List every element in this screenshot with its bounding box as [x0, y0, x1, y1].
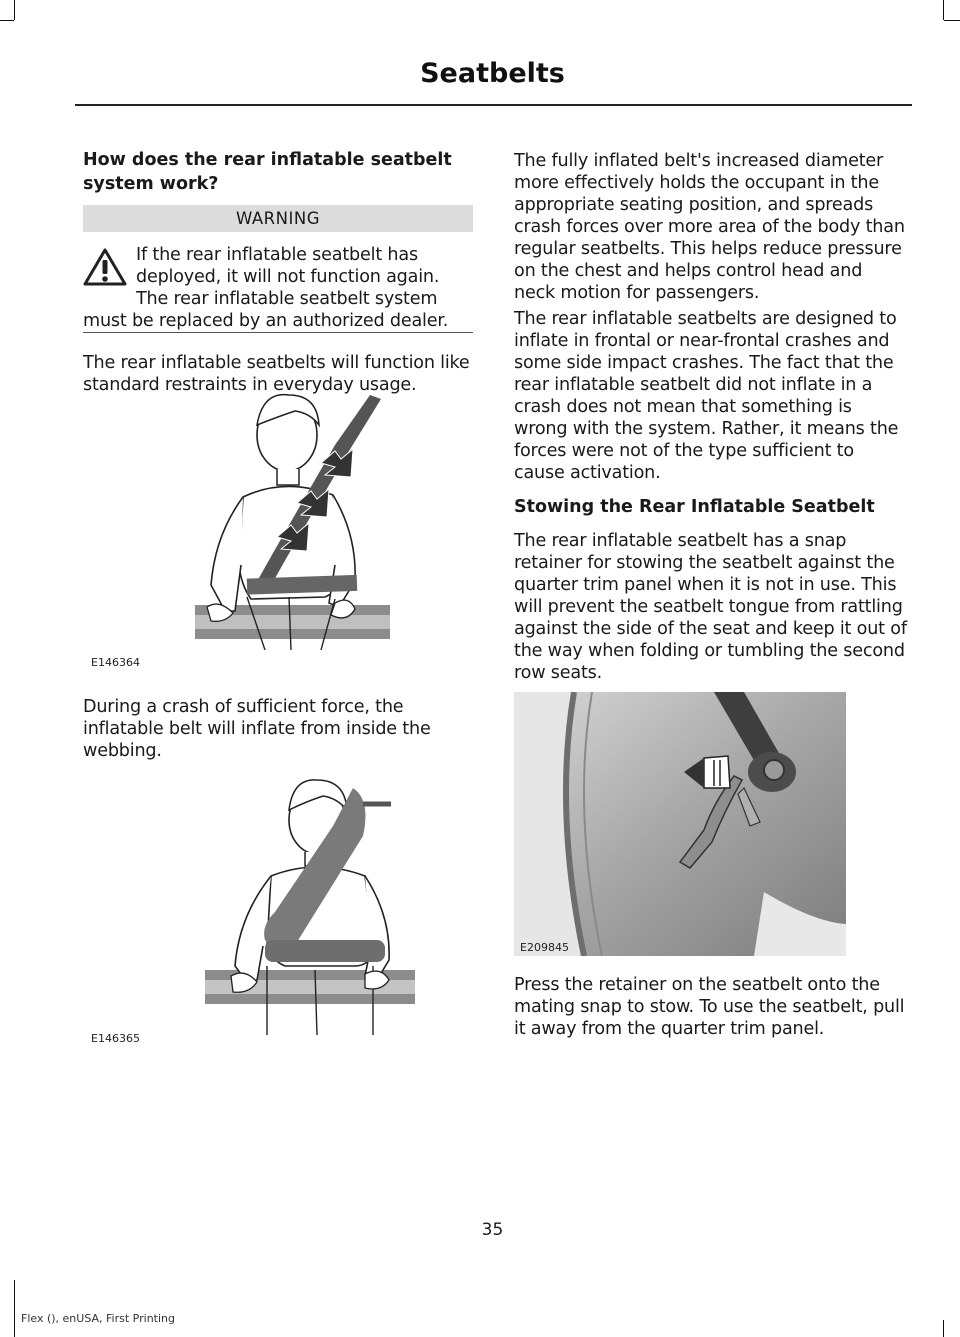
crop-mark: [14, 1280, 15, 1337]
figure-code: E209845: [520, 941, 569, 954]
right-para-4: Press the retainer on the seatbelt onto the mating snap to stow. To use the seatbelt, pull it away from the quarter trim panel.: [514, 975, 905, 1039]
figure-code: E146365: [91, 1032, 140, 1045]
page-title: Seatbelts: [420, 58, 565, 89]
warning-divider: [83, 332, 473, 333]
figure-belt-inflated: [205, 770, 415, 1035]
crop-mark: [0, 20, 14, 21]
page-number: 35: [481, 1220, 504, 1240]
section-heading: How does the rear inflatable seatbelt system work?: [83, 150, 452, 194]
figure-code: E146364: [91, 656, 140, 669]
left-para-2: During a crash of sufficient force, the inflatable belt will inflate from inside the webbing.: [83, 697, 431, 761]
section-heading: Stowing the Rear Inflatable Seatbelt: [514, 497, 875, 517]
crop-mark: [944, 20, 960, 21]
warning-text-block: [83, 244, 474, 332]
right-para-3: The rear inflatable seatbelt has a snap retainer for stowing the seatbelt against the quarter trim panel when it is not in use. This will prevent the seatbelt tongue from rattling against the side of the seat and keep it out of the way when folding or tumbling the second row seats.: [514, 531, 907, 683]
crop-mark: [943, 1320, 944, 1337]
right-para-1: The fully inflated belt's increased diameter more effectively holds the occupant in the appropriate seating position, and spreads crash forces over more area of the body than regular seatbelts. This helps reduce pressure on the chest and helps control head and neck motion for passengers.: [514, 151, 905, 303]
figure-belt-normal: [185, 385, 395, 650]
left-para-1: The rear inflatable seatbelts will function like standard restraints in everyday usage.: [83, 353, 470, 395]
right-heading-block: [514, 495, 907, 519]
header-divider: [75, 104, 912, 106]
right-para-2: The rear inflatable seatbelts are designed to inflate in frontal or near-frontal crashes and some side impact crashes. The fact that the rear inflatable seatbelt did not inflate in a crash does not mean that something is wrong with the system. Rather, it means the forces were not of the type sufficient to cause activation.: [514, 309, 899, 483]
left-heading-block: [83, 148, 474, 196]
warning-label: WARNING: [83, 205, 473, 232]
warning-text: If the rear inflatable seatbelt has deployed, it will not function again. The rear inflatable seatbelt system must be replaced by an authorized dealer.: [83, 245, 449, 331]
footer-text: Flex (), enUSA, First Printing: [21, 1312, 175, 1325]
crop-mark: [943, 0, 944, 20]
figure-quarter-trim-retainer: [514, 692, 846, 956]
crop-mark: [14, 0, 15, 20]
